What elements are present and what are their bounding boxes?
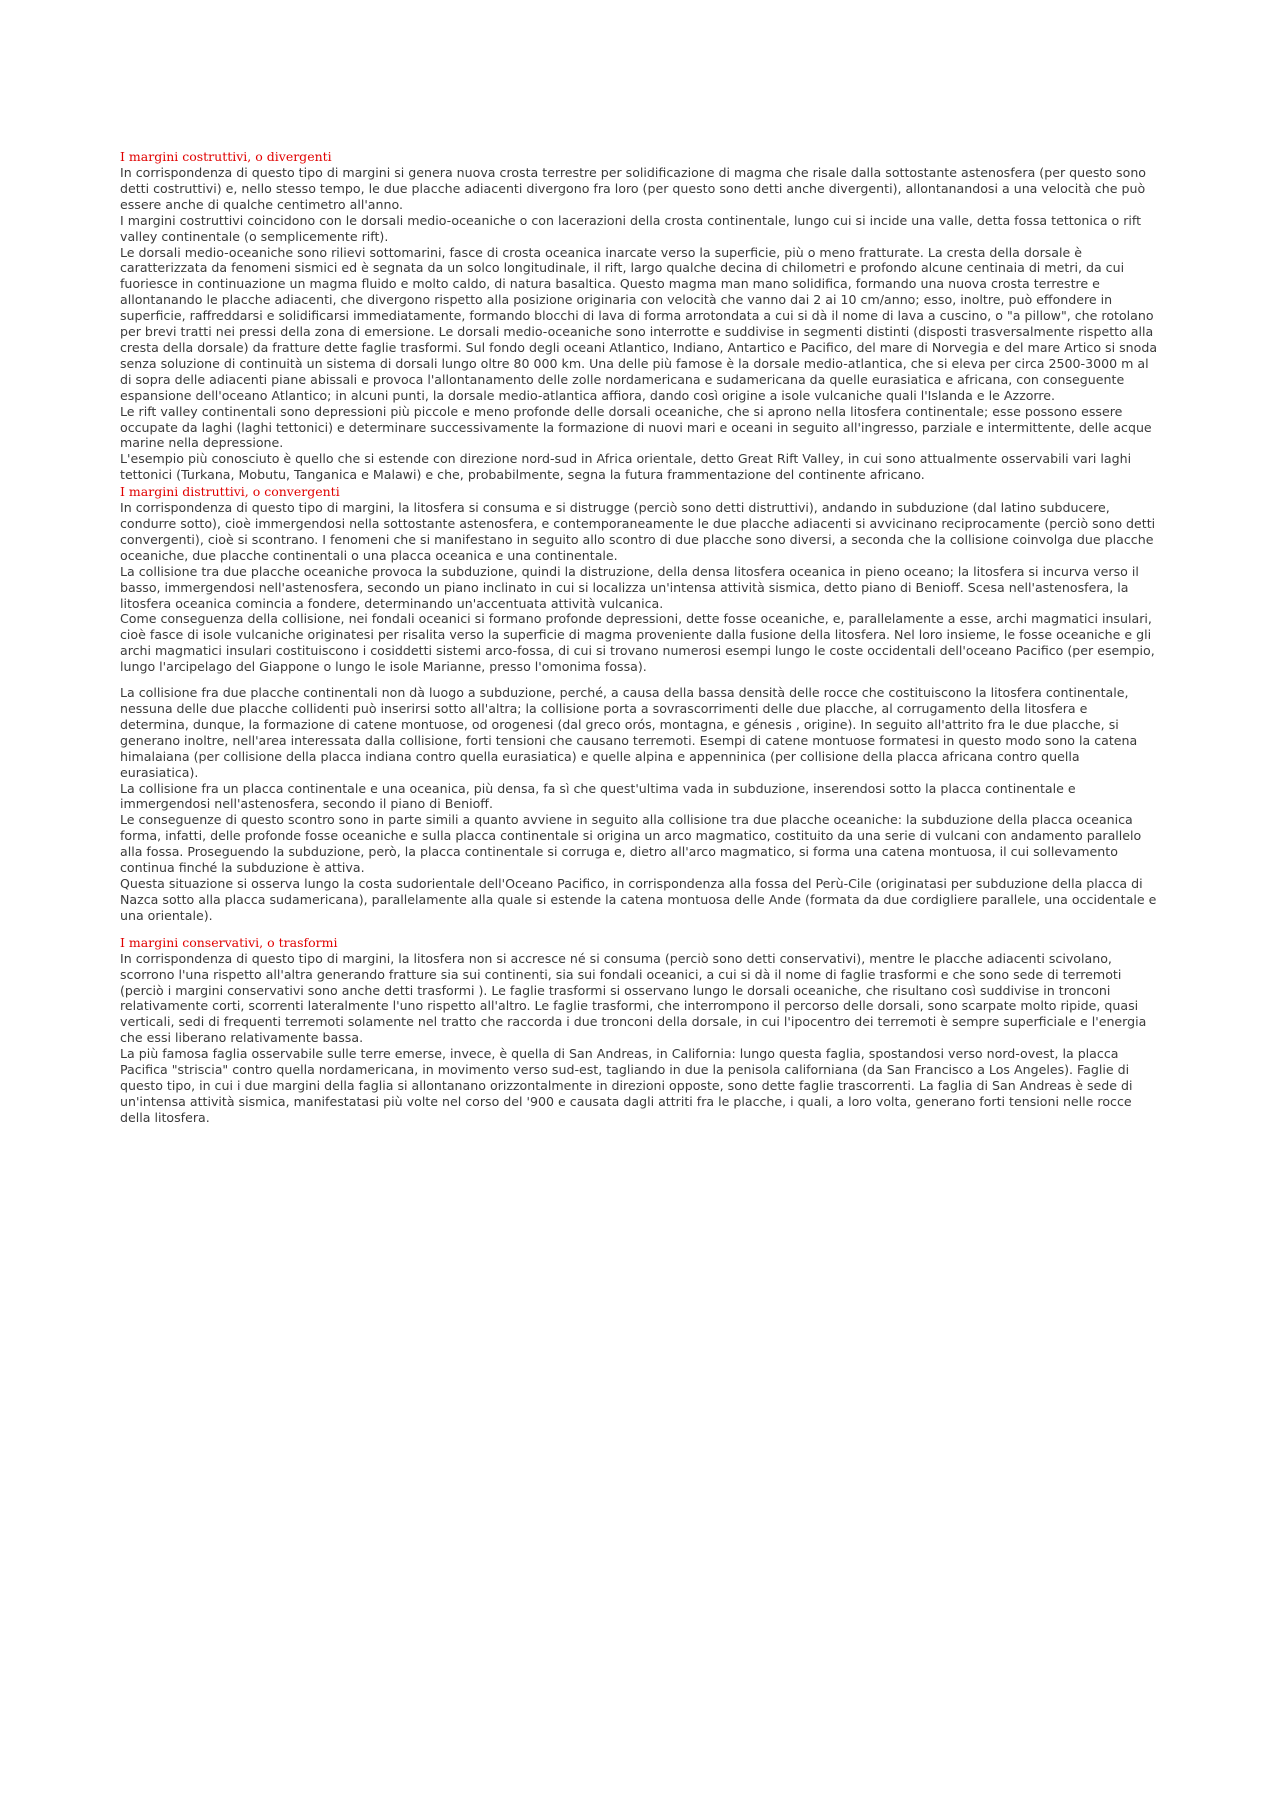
- paragraph: La collisione fra due placche continentali non dà luogo a subduzione, perché, a causa della bassa densità delle rocce che costituiscono la litosfera continentale, nessuna delle due placche collidenti può inserirsi sotto all'altra; la collisione porta a sovrascorrimenti delle due placche, al corrugamento della litosfera e determina, dunque, la formazione di catene montuose, od orogenesi (dal greco orós, montagna, e génesis , origine). In seguito all'attrito fra le due placche, si generano inoltre, nell'area interessata dalla collisione, forti tensioni che causano terremoti. Esempi di catene montuose formatesi in questo modo sono la catena himalaiana (per collisione della placca indiana contro quella eurasiatica) e quelle alpina e appenninica (per collisione della placca africana contro quella eurasiatica).: [120, 685, 1138, 780]
- document-body: [120, 148, 1160, 1126]
- paragraph: La collisione fra un placca continentale e una oceanica, più densa, fa sì che quest'ultima vada in subduzione, inserendosi sotto la placca continentale e immergendosi nell'astenosfera, secondo il piano di Benioff.: [120, 780, 1076, 812]
- paragraph: Le dorsali medio-oceaniche sono rilievi sottomarini, fasce di crosta oceanica inarcate verso la superficie, più o meno fratturate. La cresta della dorsale è caratterizzata da fenomeni sismici ed è segnata da un solco longitudinale, il rift, largo qualche decina di chilometri e profondo alcune centinaia di metri, da cui fuoriesce in continuazione un magma fluido e molto caldo, di natura basaltica. Questo magma man mano solidifica, formando una nuova crosta terrestre e allontanando le placche adiacenti, che divergono rispetto alla posizione originaria con velocità che vanno dai 2 ai 10 cm/anno; esso, inoltre, può effondere in superficie, raffreddarsi e solidificarsi immediatamente, formando blocchi di lava di forma arrotondata a cui si dà il nome di lava a cuscino, o "a pillow", che rotolano per brevi tratti nei pressi della zona di emersione. Le dorsali medio-oceaniche sono interrotte e suddivise in segmenti distinti (disposti trasversalmente rispetto alla cresta della dorsale) da fratture dette faglie trasformi. Sul fondo degli oceani Atlantico, Indiano, Antartico e Pacifico, del mare di Norvegia e del mare Artico si snoda senza soluzione di continuità un sistema di dorsali lungo oltre 80 000 km. Una delle più famose è la dorsale medio-atlantica, che si eleva per circa 2500-3000 m al di sopra delle adiacenti piane abissali e provoca l'allontanamento delle zolle nordamericana e sudamericana da quelle eurasiatica e africana, con conseguente espansione dell'oceano Atlantico; in alcuni punti, la dorsale medio-atlantica affiora, dando così origine a isole vulcaniche quali l'Islanda e le Azzorre.: [120, 244, 1158, 403]
- paragraph: Le rift valley continentali sono depressioni più piccole e meno profonde delle dorsali oceaniche, che si aprono nella litosfera continentale; esse possono essere occupate da laghi (laghi tettonici) e determinare successivamente la formazione di nuovi mari e oceani in seguito all'ingresso, parziale e intermittente, delle acque marine nella depressione.: [120, 403, 1152, 451]
- paragraph: L'esempio più conosciuto è quello che si estende con direzione nord-sud in Africa orientale, detto Great Rift Valley, in cui sono attualmente osservabili vari laghi tettonici (Turkana, Mobutu, Tanganica e Malawi) e che, probabilmente, segna la futura frammentazione del continente africano.: [120, 451, 1132, 483]
- paragraph-gap: [120, 675, 1160, 685]
- paragraph: In corrispondenza di questo tipo di margini si genera nuova crosta terrestre per solidificazione di magma che risale dalla sottostante astenosfera (per questo sono detti costruttivi) e, nello stesso tempo, le due placche adiacenti divergono fra loro (per questo sono detti anche divergenti), allontanandosi a una velocità che può essere anche di qualche centimetro all'anno.: [120, 165, 1147, 212]
- section-convergent: [120, 483, 1160, 924]
- paragraph: I margini costruttivi coincidono con le dorsali medio-oceaniche o con lacerazioni della crosta continentale, lungo cui si incide una valle, detta fossa tettonica o rift valley continentale (o semplicemente rift).: [120, 212, 1142, 244]
- paragraph: In corrispondenza di questo tipo di margini, la litosfera non si accresce né si consuma (perciò sono detti conservativi), mentre le placche adiacenti scivolano, scorrono l'una rispetto all'altra generando fratture sia sui continenti, sia sui fondali oceanici, a cui si dà il nome di faglie trasformi e che sono sede di terremoti (perciò i margini conservativi sono anche detti trasformi ). Le faglie trasformi si osservano lungo le dorsali oceaniche, che risultano così suddivise in tronconi relativamente corti, scorrenti lateralmente l'uno rispetto all'altro. Le faglie trasformi, che interrompono il percorso delle dorsali, sono scarpate molto ripide, quasi verticali, sedi di frequenti terremoti solamente nel tratto che raccorda i due tronconi della dorsale, in cui l'ipocentro dei terremoti è sempre superficiale e l'energia che essi liberano relativamente bassa.: [120, 950, 1147, 1046]
- paragraph: Come conseguenza della collisione, nei fondali oceanici si formano profonde depressioni, dette fosse oceaniche, e, parallelamente a esse, archi magmatici insulari, cioè fasce di isole vulcaniche originatesi per risalita verso la superficie di magma proveniente dalla fusione della litosfera. Nel loro insieme, le fosse oceaniche e gli archi magmatici insulari costituiscono i cosiddetti sistemi arco-fossa, di cui si trovano numerosi esempi lungo le coste occidentali dell'oceano Pacifico (per esempio, lungo l'arcipelago del Giappone o lungo le isole Marianne, presso l'omonima fossa).: [120, 611, 1155, 675]
- paragraph: In corrispondenza di questo tipo di margini, la litosfera si consuma e si distrugge (perciò sono detti distruttivi), andando in subduzione (dal latino subducere, condurre sotto), cioè immergendosi nella sottostante astenosfera, e contemporaneamente le due placche adiacenti si avvicinano reciprocamente (perciò sono detti convergenti), cioè si scontrano. I fenomeni che si manifestano in seguito allo scontro di due placche sono diversi, a seconda che la collisione coinvolga due placche oceaniche, due placche continentali o una placca oceanica e una continentale.: [120, 500, 1156, 563]
- section-divergent: [120, 148, 1160, 483]
- section-conservative: [120, 934, 1160, 1126]
- section-heading: I margini conservativi, o trasformi: [120, 934, 338, 950]
- section-heading: I margini costruttivi, o divergenti: [120, 149, 332, 164]
- paragraph: La collisione tra due placche oceaniche provoca la subduzione, quindi la distruzione, della densa litosfera oceanica in pieno oceano; la litosfera si incurva verso il basso, immergendosi nell'astenosfera, secondo un piano inclinato in cui si localizza un'intensa attività sismica, detto piano di Benioff. Scesa nell'astenosfera, la litosfera oceanica comincia a fondere, determinando un'accentuata attività vulcanica.: [120, 563, 1139, 611]
- paragraph: Questa situazione si osserva lungo la costa sudorientale dell'Oceano Pacifico, in corrispondenza alla fossa del Perù-Cile (originatasi per subduzione della placca di Nazca sotto alla placca sudamericana), parallelamente alla quale si estende la catena montuosa delle Ande (formata da due cordigliere parallele, una occidentale e una orientale).: [120, 875, 1157, 923]
- section-heading: I margini distruttivi, o convergenti: [120, 484, 340, 500]
- section-gap: [120, 924, 1160, 934]
- paragraph: Le conseguenze di questo scontro sono in parte simili a quanto avviene in seguito alla collisione tra due placche oceaniche: la subduzione della placca oceanica forma, infatti, delle profonde fosse oceaniche e sulla placca continentale si origina un arco magmatico, costituito da una serie di vulcani con andamento parallelo alla fossa. Proseguendo la subduzione, però, la placca continentale si corruga e, dietro all'arco magmatico, si forma una catena montuosa, il cui sollevamento continua finché la subduzione è attiva.: [120, 812, 1142, 876]
- paragraph: La più famosa faglia osservabile sulle terre emerse, invece, è quella di San Andreas, in California: lungo questa faglia, spostandosi verso nord-ovest, la placca Pacifica "striscia" contro quella nordamericana, in movimento verso sud-est, tagliando in due la penisola californiana (da San Francisco a Los Angeles). Faglie di questo tipo, in cui i due margini della faglia si allontanano orizzontalmente in direzioni opposte, sono dette faglie trascorrenti. La faglia di San Andreas è sede di un'intensa attività sismica, manifestatasi più volte nel corso del '900 e causata dagli attriti fra le placche, i quali, a loro volta, generano forti tensioni nelle rocce della litosfera.: [120, 1046, 1133, 1125]
